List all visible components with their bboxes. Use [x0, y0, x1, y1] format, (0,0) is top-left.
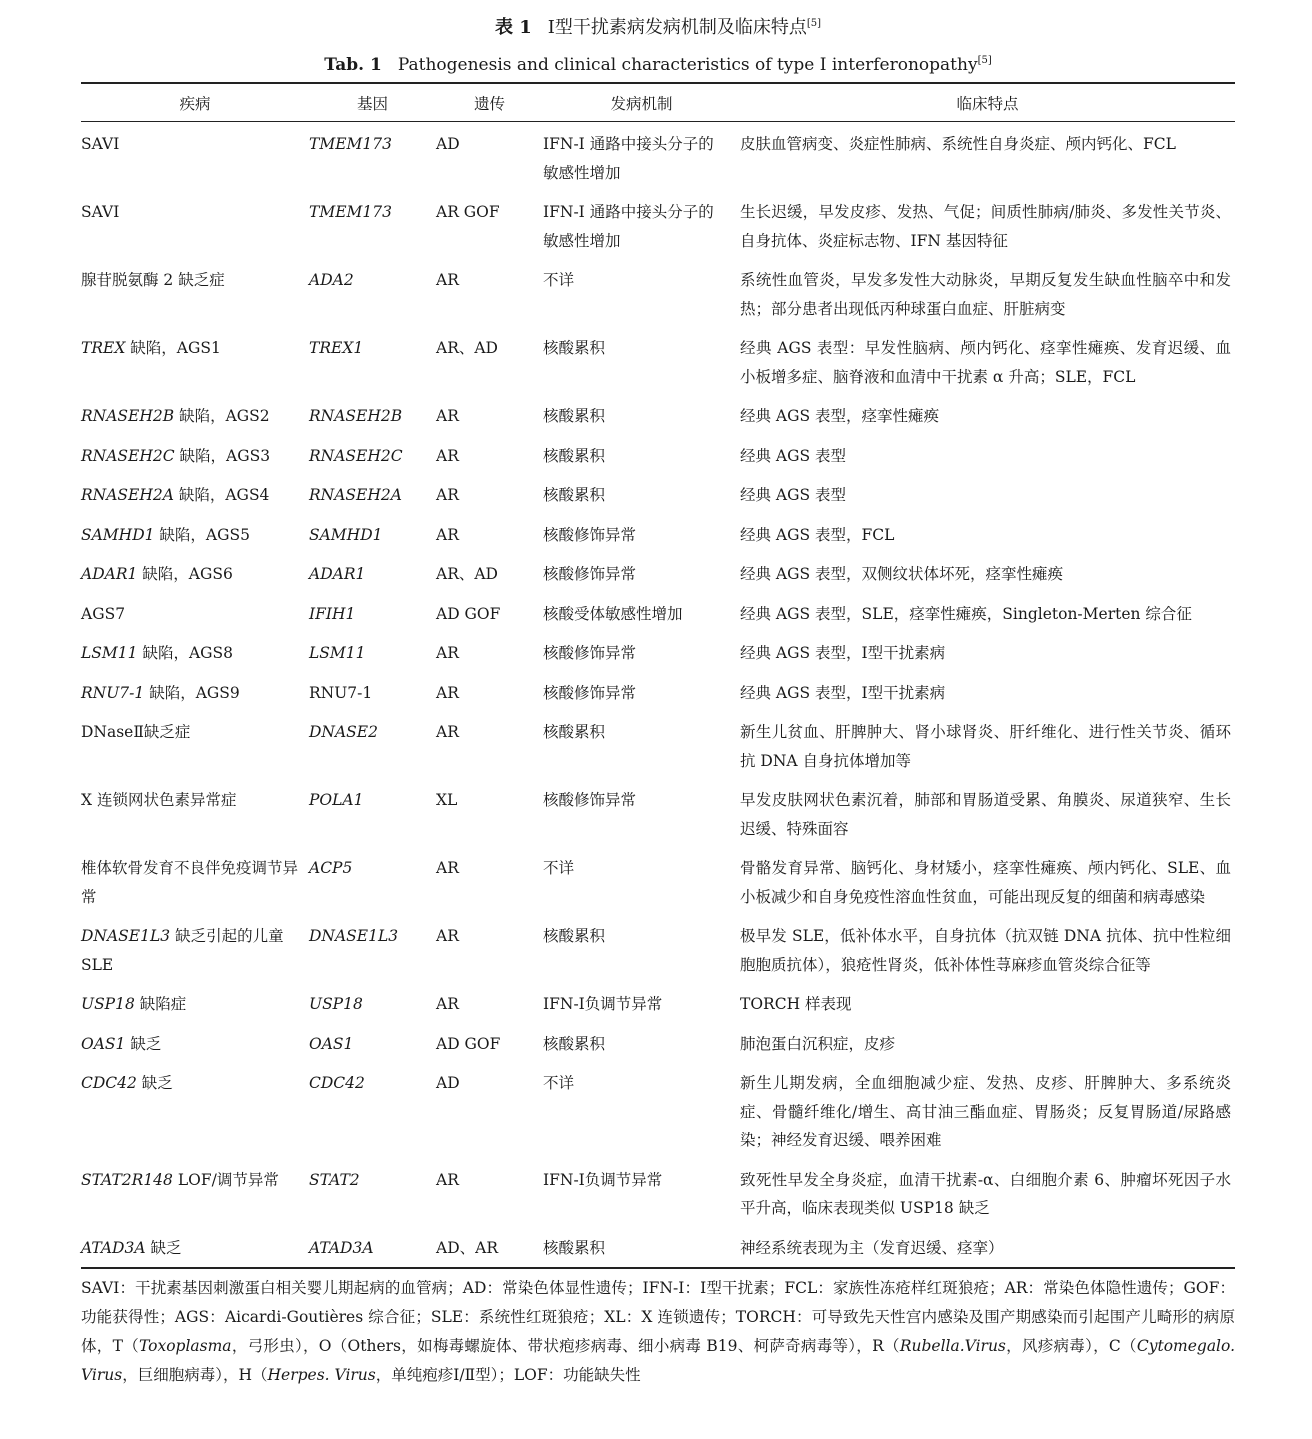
cell-gene: ADA2: [309, 271, 354, 289]
cell-gene: RNASEH2A: [309, 486, 402, 504]
header-inheritance: 遗传: [436, 83, 543, 122]
cell-inheritance: AR GOF: [436, 203, 500, 221]
caption-chinese: [81, 10, 1235, 42]
disease-gene-italic: ATAD3A: [81, 1238, 146, 1257]
cell-features: 系统性血管炎，早发多发性大动脉炎，早期反复发生缺血性脑卒中和发热；部分患者出现低丙种球蛋白血症、肝脏病变: [740, 271, 1231, 318]
disease-name: 缺陷症: [134, 995, 187, 1013]
cell-inheritance: AR: [436, 683, 459, 702]
table-row: [81, 1024, 1235, 1064]
table-figure: [81, 8, 1235, 1390]
disease-name: 缺陷，AGS1: [125, 339, 221, 357]
cell-features: 经典 AGS 表型，SLE，痉挛性瘫痪，Singleton-Merten 综合征: [740, 604, 1192, 623]
table-row: [81, 984, 1235, 1024]
cell-gene: TREX1: [309, 339, 364, 357]
cell-mechanism: 核酸修饰异常: [543, 644, 637, 662]
cell-features: TORCH 样表现: [740, 995, 852, 1013]
header-gene: 基因: [309, 83, 436, 122]
cell-features: 骨骼发育异常、脑钙化、身材矮小，痉挛性瘫痪、颅内钙化、SLE、血小板减少和自身免疫性溶血性贫血，可能出现反复的细菌和病毒感染: [740, 859, 1231, 906]
caption-cn-title: Ⅰ型干扰素病发病机制及临床特点: [547, 17, 807, 38]
cell-features: 肺泡蛋白沉积症，皮疹: [740, 1034, 896, 1053]
cell-mechanism: IFN-Ⅰ 通路中接头分子的敏感性增加: [543, 203, 714, 250]
table-row: [81, 848, 1235, 916]
disease-name: 缺陷，AGS4: [173, 486, 270, 504]
cell-inheritance: AR: [436, 486, 459, 504]
cell-features: 致死性早发全身炎症，血清干扰素-α、白细胞介素 6、肿瘤坏死因子水平升高，临床表现类似 USP18 缺乏: [740, 1170, 1231, 1217]
table-row: [81, 673, 1235, 713]
disease-name: LOF/调节异常: [172, 1170, 279, 1189]
cell-gene: USP18: [309, 995, 363, 1013]
cell-gene: OAS1: [309, 1034, 354, 1053]
cell-gene: ACP5: [309, 859, 353, 877]
cell-features: 经典 AGS 表型: [740, 486, 847, 504]
cell-mechanism: 核酸修饰异常: [543, 791, 637, 809]
cell-inheritance: AR、AD: [436, 565, 498, 583]
disease-gene-italic: RNASEH2A: [81, 486, 174, 504]
cell-gene: DNASE2: [309, 723, 378, 741]
cell-gene: SAMHD1: [309, 525, 383, 544]
disease-gene-italic: RNASEH2C: [81, 446, 175, 465]
cell-inheritance: AR: [436, 1170, 459, 1189]
caption-en-title: Pathogenesis and clinical characteristics of type Ⅰ interferonopathy: [397, 55, 978, 75]
header-disease: 疾病: [81, 83, 309, 122]
cell-disease: [81, 780, 309, 848]
disease-gene-italic: TREX: [81, 339, 126, 357]
table-row: [81, 475, 1235, 515]
cell-inheritance: AD、AR: [436, 1228, 543, 1269]
footnote-segment: Cytomegalo. Virus: [81, 1337, 1235, 1384]
cell-mechanism: 核酸累积: [543, 407, 606, 425]
disease-name: 腺苷脱氨酶 2 缺乏症: [81, 271, 225, 289]
cell-mechanism: 核酸累积: [543, 1228, 740, 1269]
cell-features: 新生儿贫血、肝脾肿大、肾小球肾炎、肝纤维化、进行性关节炎、循环抗 DNA 自身抗体增加等: [740, 723, 1231, 770]
table-row: [81, 916, 1235, 984]
cell-disease: [81, 984, 309, 1024]
disease-gene-italic: CDC42: [81, 1074, 137, 1092]
cell-gene: RNASEH2C: [309, 446, 403, 465]
cell-disease: [81, 916, 309, 984]
cell-gene: STAT2: [309, 1170, 360, 1189]
disease-name: 缺乏: [145, 1238, 182, 1257]
table-row: [81, 328, 1235, 396]
cell-mechanism: 不详: [543, 271, 575, 289]
disease-gene-italic: DNASE1L3: [81, 927, 171, 945]
cell-features: 经典 AGS 表型，FCL: [740, 525, 895, 544]
disease-gene-italic: SAMHD1: [81, 525, 155, 544]
disease-name: 缺陷，AGS9: [144, 683, 240, 702]
disease-name: SAVI: [81, 203, 120, 221]
cell-inheritance: AR: [436, 927, 459, 945]
disease-name: 缺乏引起的儿童 SLE: [81, 927, 284, 974]
caption-en-label: Tab. 1: [324, 55, 382, 75]
cell-features: 经典 AGS 表型，双侧纹状体坏死，痉挛性瘫痪: [740, 565, 1064, 583]
table-row: [81, 1160, 1235, 1228]
cell-gene: LSM11: [309, 644, 366, 662]
cell-features: 经典 AGS 表型：早发性脑病、颅内钙化、痉挛性瘫痪、发育迟缓、血小板增多症、脑脊液和血清中干扰素 α 升高；SLE，FCL: [740, 339, 1231, 386]
cell-disease: [81, 1063, 309, 1160]
table-row: [81, 396, 1235, 436]
disease-gene-italic: LSM11: [81, 644, 138, 662]
header-mechanism: 发病机制: [543, 83, 740, 122]
cell-gene: RNU7-1: [309, 683, 373, 702]
cell-disease: [81, 475, 309, 515]
cell-mechanism: IFN-Ⅰ负调节异常: [543, 995, 663, 1013]
cell-disease: [81, 712, 309, 780]
footnote-segment: Toxoplasma: [138, 1337, 232, 1355]
cell-mechanism: 核酸累积: [543, 486, 606, 504]
cell-disease: [81, 848, 309, 916]
cell-mechanism: 核酸修饰异常: [543, 683, 637, 702]
cell-features: 皮肤血管病变、炎症性肺病、系统性自身炎症、颅内钙化、FCL: [740, 135, 1176, 153]
disease-name: 缺陷，AGS8: [137, 644, 233, 662]
cell-disease: [81, 1228, 309, 1269]
cell-features: 经典 AGS 表型: [740, 446, 847, 465]
table-row: [81, 712, 1235, 780]
cell-gene: ADAR1: [309, 565, 366, 583]
disease-name: 缺乏: [136, 1074, 173, 1092]
pathogenesis-table: [81, 82, 1235, 1269]
cell-gene: ATAD3A: [309, 1228, 436, 1269]
caption-english: [81, 48, 1235, 78]
cell-features: 极早发 SLE，低补体水平，自身抗体（抗双链 DNA 抗体、抗中性粒细胞胞质抗体），狼疮性肾炎，低补体性荨麻疹血管炎综合征等: [740, 927, 1231, 974]
disease-name: 缺陷，AGS2: [174, 407, 270, 425]
disease-gene-italic: STAT2R148: [81, 1170, 173, 1189]
cell-mechanism: 不详: [543, 859, 575, 877]
table-body: [81, 122, 1235, 1269]
disease-name: 缺陷，AGS6: [137, 565, 233, 583]
footnote-segment: ，巨细胞病毒），H（: [122, 1366, 268, 1384]
cell-inheritance: AD: [436, 1074, 460, 1092]
table-row: [81, 1063, 1235, 1160]
cell-inheritance: AR: [436, 995, 459, 1013]
cell-disease: [81, 122, 309, 193]
cell-gene: POLA1: [309, 791, 364, 809]
cell-disease: [81, 192, 309, 260]
cell-inheritance: AR: [436, 407, 459, 425]
table-row: [81, 122, 1235, 193]
disease-name: 缺乏: [125, 1034, 162, 1053]
cell-mechanism: 核酸受体敏感性增加: [543, 604, 683, 623]
cell-inheritance: XL: [436, 791, 458, 809]
table-row: [81, 1228, 1235, 1269]
cell-inheritance: AR: [436, 723, 459, 741]
footnote-segment: ，弓形虫），O（Others，如梅毒螺旋体、带状疱疹病毒、细小病毒 B19、柯萨奇病毒等），R（: [231, 1337, 900, 1355]
cell-disease: [81, 396, 309, 436]
disease-name: SAVI: [81, 135, 120, 153]
cell-features: 经典 AGS 表型，痉挛性瘫痪: [740, 407, 940, 425]
cell-inheritance: AR: [436, 525, 459, 544]
cell-mechanism: IFN-Ⅰ负调节异常: [543, 1170, 663, 1189]
disease-gene-italic: RNASEH2B: [81, 407, 175, 425]
cell-inheritance: AD GOF: [436, 604, 501, 623]
cell-disease: [81, 1160, 309, 1228]
cell-inheritance: AR: [436, 271, 459, 289]
cell-gene: TMEM173: [309, 135, 392, 153]
cell-mechanism: 核酸累积: [543, 446, 606, 465]
cell-mechanism: 核酸累积: [543, 723, 606, 741]
table-header-row: [81, 83, 1235, 122]
cell-gene: DNASE1L3: [309, 927, 399, 945]
caption-cn-label: 表 1: [494, 17, 532, 38]
cell-disease: [81, 554, 309, 594]
table-row: [81, 594, 1235, 634]
cell-gene: TMEM173: [309, 203, 392, 221]
cell-disease: [81, 436, 309, 476]
cell-disease: [81, 328, 309, 396]
cell-features: 生长迟缓，早发皮疹、发热、气促；间质性肺病/肺炎、多发性关节炎、自身抗体、炎症标志物、IFN 基因特征: [740, 203, 1231, 250]
cell-inheritance: AR: [436, 446, 459, 465]
cell-mechanism: 核酸累积: [543, 339, 606, 357]
table-footnote: [81, 1274, 1235, 1390]
cell-inheritance: AR、AD: [436, 339, 498, 357]
cell-mechanism: IFN-Ⅰ 通路中接头分子的敏感性增加: [543, 135, 714, 182]
disease-name: 缺陷，AGS5: [154, 525, 250, 544]
cell-mechanism: 核酸修饰异常: [543, 565, 637, 583]
cell-disease: [81, 1024, 309, 1064]
footnote-segment: Rubella.Virus: [899, 1337, 1006, 1355]
disease-gene-italic: RNU7-1: [81, 683, 145, 702]
table-row: [81, 515, 1235, 555]
disease-name: DNaseⅡ缺乏症: [81, 723, 191, 741]
cell-gene: CDC42: [309, 1074, 365, 1092]
cell-inheritance: AD GOF: [436, 1034, 501, 1053]
table-row: [81, 436, 1235, 476]
header-features: 临床特点: [740, 83, 1235, 122]
cell-features: 早发皮肤网状色素沉着，肺部和胃肠道受累、角膜炎、尿道狭窄、生长迟缓、特殊面容: [740, 791, 1231, 838]
cell-mechanism: 核酸修饰异常: [543, 525, 637, 544]
caption-cn-ref: [5]: [806, 18, 822, 29]
cell-inheritance: AR: [436, 644, 459, 662]
table-row: [81, 260, 1235, 328]
table-row: [81, 633, 1235, 673]
cell-features: 经典 AGS 表型，Ⅰ型干扰素病: [740, 683, 946, 702]
disease-name: 缺陷，AGS3: [174, 446, 271, 465]
disease-gene-italic: OAS1: [81, 1034, 126, 1053]
footnote-segment: ，单纯疱疹Ⅰ/Ⅱ型）；LOF：功能缺失性: [375, 1366, 641, 1384]
footnote-segment: ，风疹病毒），C（: [1005, 1337, 1137, 1355]
cell-features: 经典 AGS 表型，Ⅰ型干扰素病: [740, 644, 946, 662]
footnote-segment: Herpes. Virus: [267, 1366, 376, 1384]
cell-gene: IFIH1: [309, 604, 356, 623]
caption-en-ref: [5]: [977, 55, 992, 66]
footnote-segment: SAVI：干扰素基因刺激蛋白相关婴儿期起病的血管病；AD：常染色体显性遗传；IFN-Ⅰ：Ⅰ型干扰素；FCL：家族性冻疮样红斑狼疮；AR：常染色体隐性遗传；GOF：功能获得性；AGS：Aicardi-Goutières 综合征；SLE：系统性红斑狼疮；XL：X 连锁遗传；TORCH：可导致先天性宫内感染及围产期感染而引起围产儿畸形的病原体，T（: [81, 1279, 1235, 1355]
cell-disease: [81, 515, 309, 555]
cell-disease: [81, 673, 309, 713]
cell-features: 新生儿期发病，全血细胞减少症、发热、皮疹、肝脾肿大、多系统炎症、骨髓纤维化/增生、高甘油三酯血症、胃肠炎；反复胃肠道/尿路感染；神经发育迟缓、喂养困难: [740, 1074, 1231, 1149]
cell-features: 神经系统表现为主（发育迟缓、痉挛）: [740, 1228, 1235, 1269]
disease-name: 椎体软骨发育不良伴免疫调节异常: [81, 859, 299, 906]
disease-name: AGS7: [81, 604, 126, 623]
cell-inheritance: AR: [436, 859, 459, 877]
cell-disease: [81, 633, 309, 673]
disease-name: X 连锁网状色素异常症: [81, 791, 237, 809]
table-row: [81, 780, 1235, 848]
table-row: [81, 554, 1235, 594]
disease-gene-italic: USP18: [81, 995, 135, 1013]
cell-mechanism: 不详: [543, 1074, 575, 1092]
cell-disease: [81, 260, 309, 328]
cell-mechanism: 核酸累积: [543, 1034, 606, 1053]
cell-mechanism: 核酸累积: [543, 927, 606, 945]
cell-disease: [81, 594, 309, 634]
disease-gene-italic: ADAR1: [81, 565, 138, 583]
cell-gene: RNASEH2B: [309, 407, 403, 425]
cell-inheritance: AD: [436, 135, 460, 153]
table-row: [81, 192, 1235, 260]
